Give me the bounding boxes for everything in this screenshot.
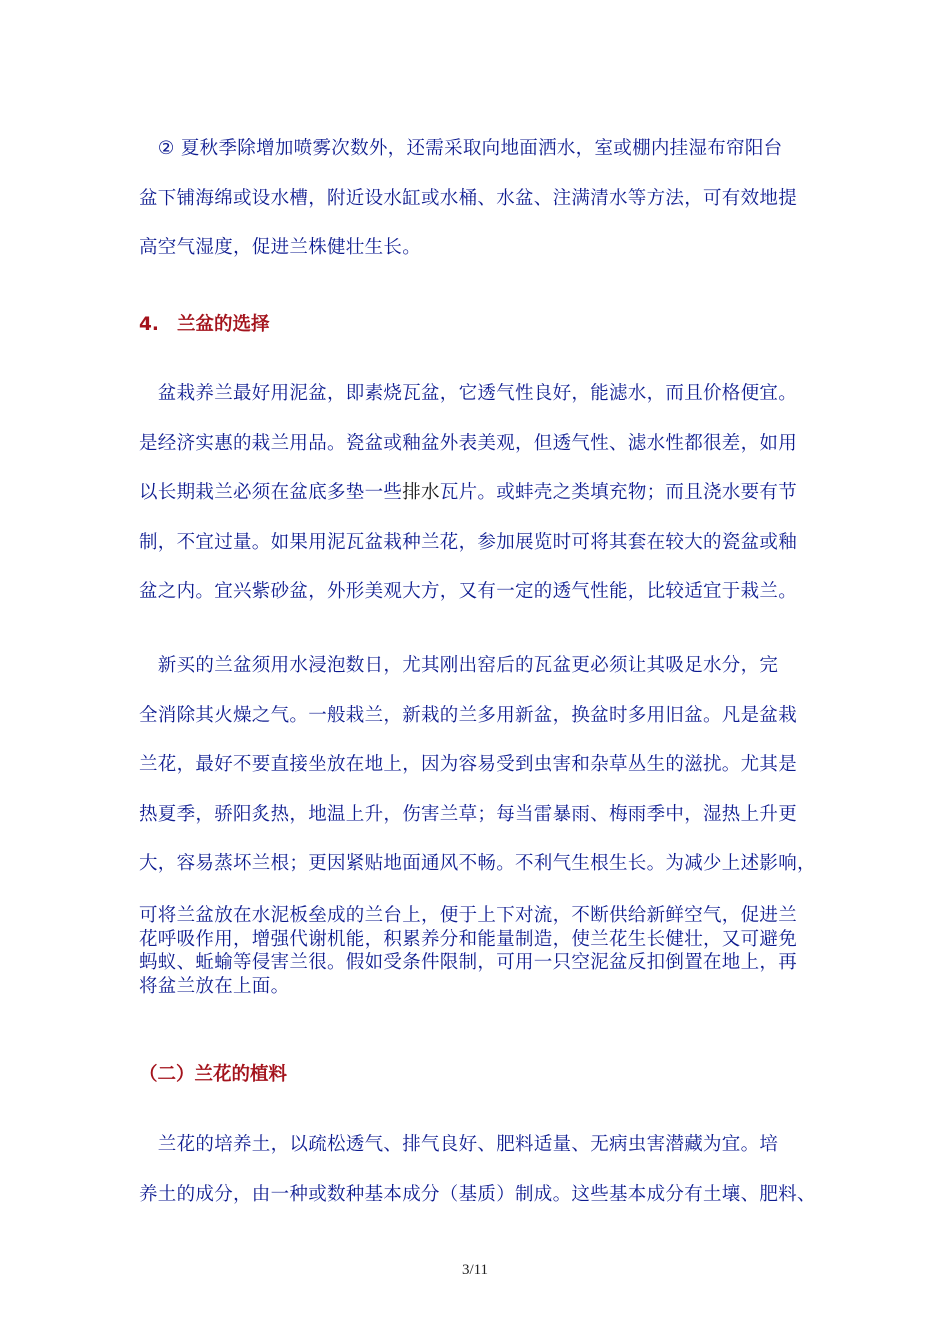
text-line: 蚂蚁、蚯蝓等侵害兰很。假如受条件限制，可用一只空泥盆反扣倒置在地上，再: [139, 952, 798, 973]
text-line: 大，容易蒸坏兰根；更因紧贴地面通风不畅。不利气生根生长。为减少上述影响，: [139, 853, 816, 874]
text-line: 兰花，最好不要直接坐放在地上，因为容易受到虫害和杂草丛生的滋扰。尤其是: [139, 754, 798, 775]
text-run: 以长期栽兰必须在盆底多垫一些: [139, 482, 403, 503]
paragraph-potting-soil: [139, 1120, 819, 1219]
paragraph-new-pots: [139, 641, 819, 889]
text-line: 盆之内。宜兴紫砂盆，外形美观大方，又有一定的透气性能，比较适宜于栽兰。: [139, 581, 798, 602]
text-line: ② 夏秋季除增加喷雾次数外，还需采取向地面洒水，室或棚内挂湿布帘阳台: [139, 138, 783, 159]
text-line: 高空气湿度，促进兰株健壮生长。: [139, 237, 422, 258]
paragraph-humidity: [139, 124, 819, 273]
text-line: 养土的成分，由一种或数种基本成分（基质）制成。这些基本成分有土壤、肥料、: [139, 1183, 816, 1205]
text-line: 新买的兰盆须用水浸泡数日，尤其刚出窑后的瓦盆更必须让其吸足水分，完: [139, 655, 779, 676]
section-heading-2: [139, 1060, 287, 1086]
text-run-black: 排水: [402, 482, 440, 503]
text-line: 热夏季，骄阳炙热，地温上升，伤害兰草；每当雷暴雨、梅雨季中，湿热上升更: [139, 803, 798, 825]
text-line: 盆下铺海绵或设水槽，附近设水缸或水桶、水盆、注满清水等方法，可有效地提: [139, 187, 798, 209]
text-line: 盆栽养兰最好用泥盆，即素烧瓦盆，它透气性良好，能滤水，而且价格便宜。: [139, 383, 798, 404]
page-number: 3/11: [461, 1262, 489, 1278]
text-line: [139, 468, 819, 518]
paragraph-pot-choice: [139, 369, 819, 617]
heading-title: 兰盆的选择: [177, 314, 270, 335]
text-line: 将盆兰放在上面。: [139, 975, 290, 997]
text-line: 兰花的培养土，以疏松透气、排气良好、肥料适量、无病虫害潜藏为宜。培: [139, 1134, 779, 1155]
section-heading-4: [139, 310, 270, 336]
heading-number: 4.: [139, 314, 159, 335]
text-line: 可将兰盆放在水泥板垒成的兰台上，便于上下对流，不断供给新鲜空气，促进兰: [139, 905, 798, 926]
text-line: 是经济实惠的栽兰用品。瓷盆或釉盆外表美观，但透气性、滤水性都很差，如用: [139, 432, 798, 454]
text-line: 花呼吸作用，增强代谢机能，积累养分和能量制造，使兰花生长健壮，又可避免: [139, 928, 798, 950]
text-line: 全消除其火燥之气。一般栽兰，新栽的兰多用新盆，换盆时多用旧盆。凡是盆栽: [139, 704, 798, 726]
text-run: 瓦片。或蚌壳之类填充物；而且浇水要有节: [439, 482, 798, 503]
paragraph-orchid-stand: [139, 904, 819, 998]
heading-title: （二）兰花的植料: [139, 1064, 288, 1085]
text-line: 制，不宜过量。如果用泥瓦盆栽种兰花，参加展览时可将其套在较大的瓷盆或釉: [139, 531, 798, 553]
